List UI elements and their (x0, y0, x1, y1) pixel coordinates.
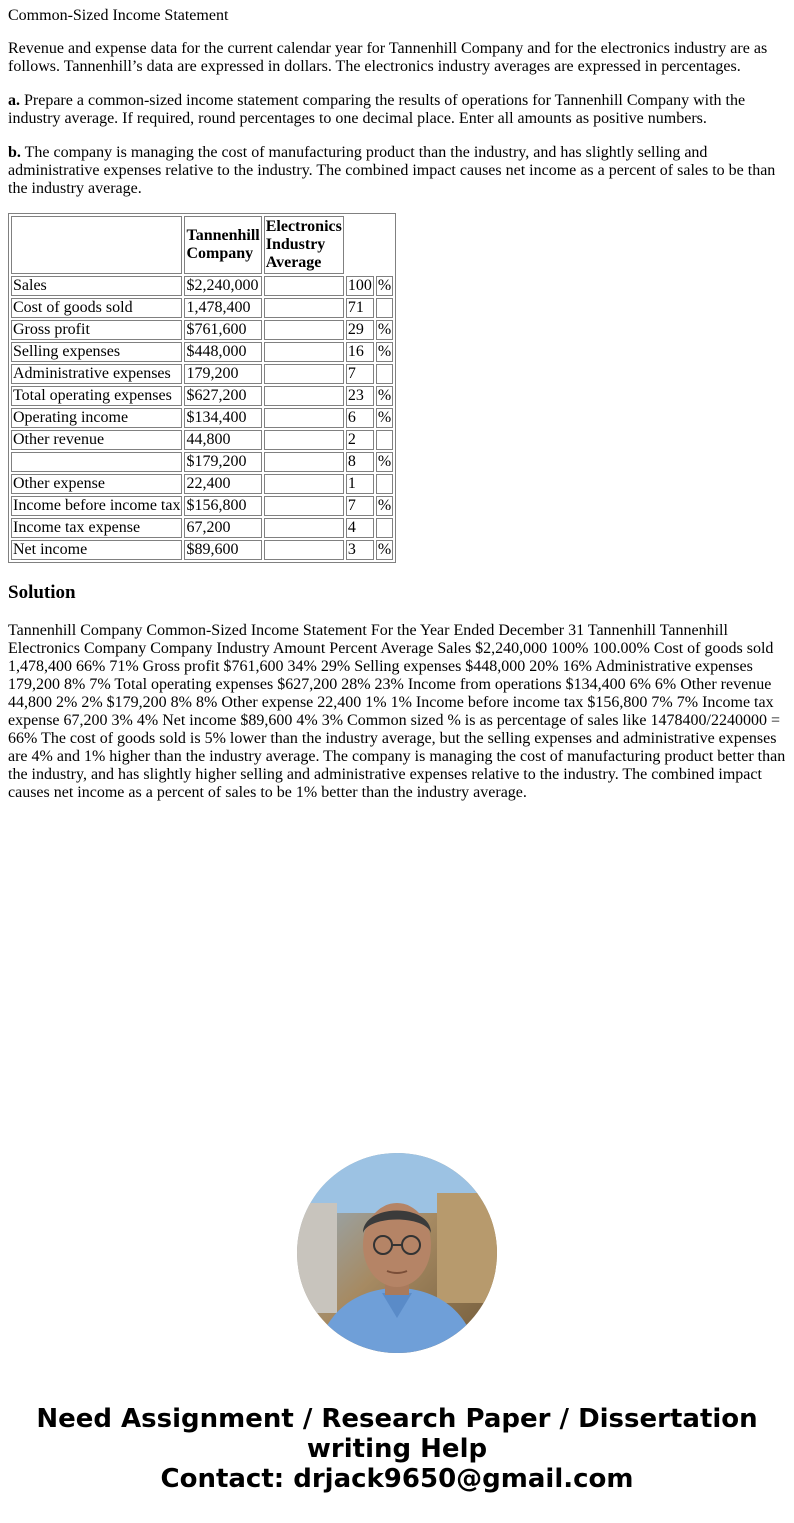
table-header-row (11, 216, 393, 274)
row-industry-average: 7 (346, 364, 374, 384)
row-percent-input[interactable] (264, 496, 344, 516)
row-company-amount: 22,400 (184, 474, 261, 494)
table-row (11, 496, 393, 516)
footer-line-1: Need Assignment / Research Paper / Dissertation (36, 1404, 758, 1434)
row-label: Other revenue (11, 430, 182, 450)
table-row (11, 408, 393, 428)
part-a-label: a. (8, 92, 20, 109)
footer-contact-line: Contact: drjack9650@gmail.com (160, 1464, 634, 1494)
solution-text: Tannenhill Company Common-Sized Income Statement For the Year Ended December 31 Tannenhill Tannenhill Electronics Company Company Industry Amount Percent Average Sales $2,240,000 100% 100.00% Cost of goods sold 1,478,400 66% 71% Gross profit $761,600 34% 29% Selling expenses $448,000 20% 16% Administrative expenses 179,200 8% 7% Total operating expenses $627,200 28% 23% Income from operations $134,400 6% 6% Other revenue 44,800 2% 2% $179,200 8% 8% Other expense 22,400 1% 1% Income before income tax $156,800 7% 7% Income tax expense 67,200 3% 4% Net income $89,600 4% 3% Common sized % is as percentage of sales like 1478400/2240000 = 66% The cost of goods sold is 5% lower than the industry average, but the selling expenses and administrative expenses are 4% and 1% higher than the industry average. The company is managing the cost of manufacturing product better than the industry, and has slightly higher selling and administrative expenses relative to the industry. The combined impact causes net income as a percent of sales to be 1% better than the industry average. (8, 622, 786, 801)
table-row (11, 430, 393, 450)
row-percent-symbol (376, 474, 393, 494)
header-company: Tannenhill Company (184, 216, 261, 274)
row-percent-symbol: % (377, 343, 392, 360)
row-industry-average: 100 (347, 277, 372, 294)
income-statement-table (8, 213, 396, 563)
row-industry-average: 71 (346, 298, 374, 318)
table-row (11, 540, 393, 560)
table-row (11, 298, 393, 318)
footer-banner (0, 1404, 794, 1494)
row-label: Income before income tax (13, 497, 181, 514)
row-label: Sales (11, 276, 182, 296)
row-company-amount: $156,800 (184, 496, 261, 516)
table-row (11, 452, 393, 472)
row-percent-input[interactable] (264, 386, 344, 406)
table-row (11, 518, 393, 538)
row-percent-input[interactable] (264, 320, 344, 340)
page-title: Common-Sized Income Statement (8, 7, 229, 24)
row-company-amount: $89,600 (184, 540, 261, 560)
table-row (11, 364, 393, 384)
page-content (8, 7, 786, 802)
row-company-amount: $179,200 (184, 452, 261, 472)
header-empty-cell (11, 216, 182, 274)
part-a-text: Prepare a common-sized income statement comparing the results of operations for Tannenhill Company with the industry average. If required, round percentages to one decimal place. Enter all amounts as positive numbers. (8, 92, 746, 127)
part-b-label: b. (8, 144, 21, 161)
row-industry-average: 23 (346, 386, 374, 406)
row-percent-input[interactable] (264, 298, 344, 318)
author-portrait-image (297, 1153, 497, 1353)
row-percent-input[interactable] (264, 408, 344, 428)
row-company-amount: 67,200 (184, 518, 261, 538)
row-percent-symbol: % (377, 277, 392, 294)
row-percent-input[interactable] (264, 276, 344, 296)
row-industry-average: 16 (346, 342, 374, 362)
table-row (11, 276, 393, 296)
row-percent-symbol (376, 518, 393, 538)
row-percent-input[interactable] (264, 364, 344, 384)
row-percent-symbol: % (377, 321, 392, 338)
part-b-text: The company is managing the cost of manufacturing product than the industry, and has slightly selling and administrative expenses relative to the industry. The combined impact causes net income as a percent of sales to be than the industry average. (8, 144, 776, 197)
row-company-amount: 1,478,400 (184, 298, 261, 318)
row-label: Administrative expenses (11, 364, 182, 384)
row-label: Total operating expenses (11, 386, 182, 406)
row-percent-symbol: % (377, 409, 392, 426)
row-label: Operating income (11, 408, 182, 428)
row-company-amount: $134,400 (184, 408, 261, 428)
row-industry-average: 1 (346, 474, 374, 494)
row-industry-average: 29 (346, 320, 374, 340)
row-label: Selling expenses (11, 342, 182, 362)
part-a-paragraph (8, 92, 786, 128)
row-company-amount: $761,600 (184, 320, 261, 340)
row-company-amount: $627,200 (184, 386, 261, 406)
table-row (11, 386, 393, 406)
row-label: Net income (11, 540, 182, 560)
row-industry-average: 7 (346, 496, 374, 516)
row-label: Cost of goods sold (11, 298, 182, 318)
row-percent-input[interactable] (264, 430, 344, 450)
row-company-amount: $448,000 (184, 342, 261, 362)
table-row (11, 342, 393, 362)
row-industry-average: 8 (346, 452, 374, 472)
header-industry: Electronics Industry Average (264, 216, 344, 274)
row-percent-input[interactable] (264, 540, 344, 560)
row-percent-symbol: % (377, 497, 392, 514)
row-percent-symbol: % (377, 541, 392, 558)
row-percent-symbol (376, 298, 393, 318)
row-label: Other expense (11, 474, 182, 494)
part-b-paragraph (8, 144, 786, 198)
row-label (11, 452, 182, 472)
table-row (11, 474, 393, 494)
row-percent-input[interactable] (264, 518, 344, 538)
row-company-amount: $2,240,000 (184, 276, 261, 296)
row-label: Income tax expense (11, 518, 182, 538)
table-row (11, 320, 393, 340)
row-percent-input[interactable] (264, 452, 344, 472)
row-industry-average: 3 (346, 540, 374, 560)
row-industry-average: 2 (346, 430, 374, 450)
row-percent-symbol: % (377, 453, 392, 470)
row-label: Gross profit (11, 320, 182, 340)
row-company-amount: 44,800 (184, 430, 261, 450)
row-percent-symbol (376, 430, 393, 450)
row-industry-average: 6 (346, 408, 374, 428)
row-percent-input[interactable] (264, 474, 344, 494)
author-photo (297, 1153, 497, 1353)
row-percent-symbol: % (377, 387, 392, 404)
row-industry-average: 4 (346, 518, 374, 538)
row-percent-symbol (376, 364, 393, 384)
row-percent-input[interactable] (264, 342, 344, 362)
row-company-amount: 179,200 (184, 364, 261, 384)
footer-line-2: writing Help (306, 1434, 488, 1464)
solution-heading: Solution (8, 582, 76, 603)
intro-paragraph: Revenue and expense data for the current calendar year for Tannenhill Company and for the electronics industry are as follows. Tannenhill’s data are expressed in dollars. The electronics industry averages are expressed in percentages. (8, 40, 768, 75)
